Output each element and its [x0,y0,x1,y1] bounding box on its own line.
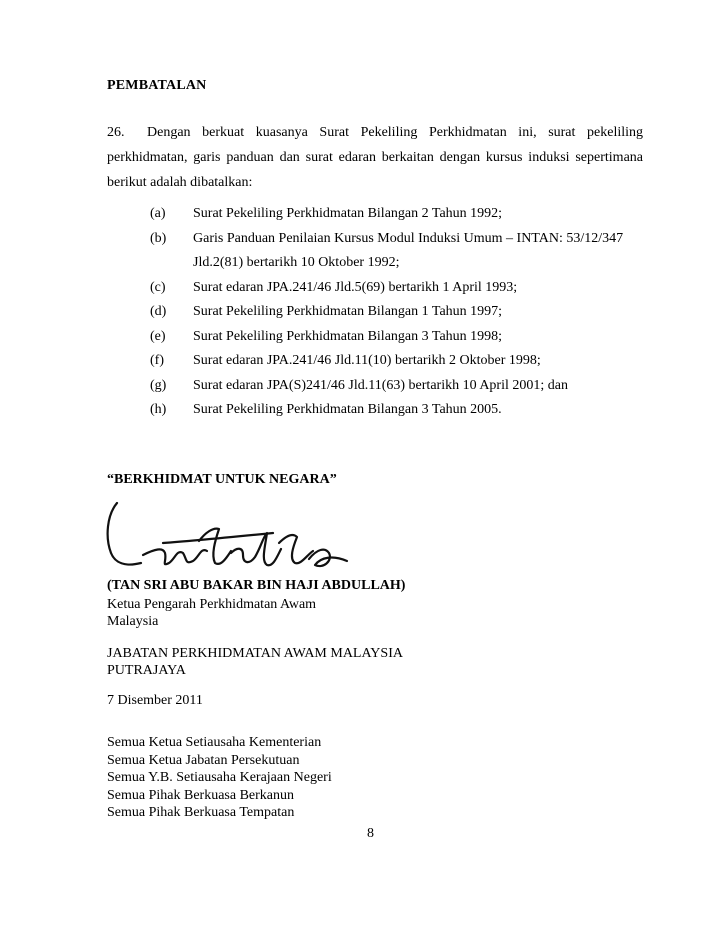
page-number: 8 [367,826,374,841]
paragraph-number: 26. [107,125,125,140]
organization-location: PUTRAJAYA [107,663,186,678]
list-item-label: (f) [150,353,164,368]
recipient: Semua Pihak Berkuasa Berkanun [107,787,295,803]
list-item-text: Surat Pekeliling Perkhidmatan Bilangan 2 Tahun 1992; [193,206,503,221]
list-item-text: Surat Pekeliling Perkhidmatan Bilangan 3 Tahun 1998; [193,328,503,344]
paragraph-text: Dengan berkuat kuasanya Surat Pekeliling Perkhidmatan ini, surat pekeliling perkhidmatan, garis panduan dan surat edaran berkaitan dengan kursus induksi sepertimana berikut adalah dibatalkan: [107,125,643,190]
list-item [150,227,650,276]
list-item-text: Garis Panduan Penilaian Kursus Modul Induksi Umum – INTAN: 53/12/347 Jld.2(81) bertarikh 10 Oktober 1992; [193,230,624,270]
section-heading: PEMBATALAN [107,78,207,93]
signer-name: (TAN SRI ABU BAKAR BIN HAJI ABDULLAH) [107,578,406,593]
list-item [150,276,650,301]
list-item [150,202,650,227]
list-item [150,398,650,423]
list-item-label: (d) [150,304,167,319]
signer-title: Ketua Pengarah Perkhidmatan Awam [107,597,317,612]
list-item-label: (g) [150,377,167,393]
list-item-text: Surat edaran JPA.241/46 Jld.11(10) bertarikh 2 Oktober 1998; [193,353,541,368]
recipient: Semua Pihak Berkuasa Tempatan [107,805,295,820]
list-item-label: (h) [150,402,167,417]
list-item [150,349,650,374]
organization-name: JABATAN PERKHIDMATAN AWAM MALAYSIA [107,646,403,661]
recipient-list [107,734,332,822]
list-item-label: (a) [150,206,166,221]
list-item [150,300,650,325]
list-item-text: Surat edaran JPA(S)241/46 Jld.11(63) bertarikh 10 April 2001; dan [193,377,568,393]
list-item-text: Surat Pekeliling Perkhidmatan Bilangan 3 Tahun 2005. [193,402,502,417]
document-date: 7 Disember 2011 [107,693,203,708]
list-item-label: (e) [150,328,166,344]
recipient: Semua Y.B. Setiausaha Kerajaan Negeri [107,770,332,785]
motto: “BERKHIDMAT UNTUK NEGARA” [107,472,337,487]
list-item-text: Surat edaran JPA.241/46 Jld.5(69) bertarikh 1 April 1993; [193,279,518,295]
cancelled-documents-list [150,202,650,423]
list-item [150,374,650,399]
signer-country: Malaysia [107,614,159,629]
list-item [150,325,650,350]
paragraph-26 [107,120,643,195]
list-item-label: (c) [150,279,166,295]
list-item-label: (b) [150,230,167,246]
recipient: Semua Ketua Jabatan Persekutuan [107,752,300,768]
signature-image [103,497,353,577]
list-item-text: Surat Pekeliling Perkhidmatan Bilangan 1 Tahun 1997; [193,304,503,319]
recipient: Semua Ketua Setiausaha Kementerian [107,735,322,750]
